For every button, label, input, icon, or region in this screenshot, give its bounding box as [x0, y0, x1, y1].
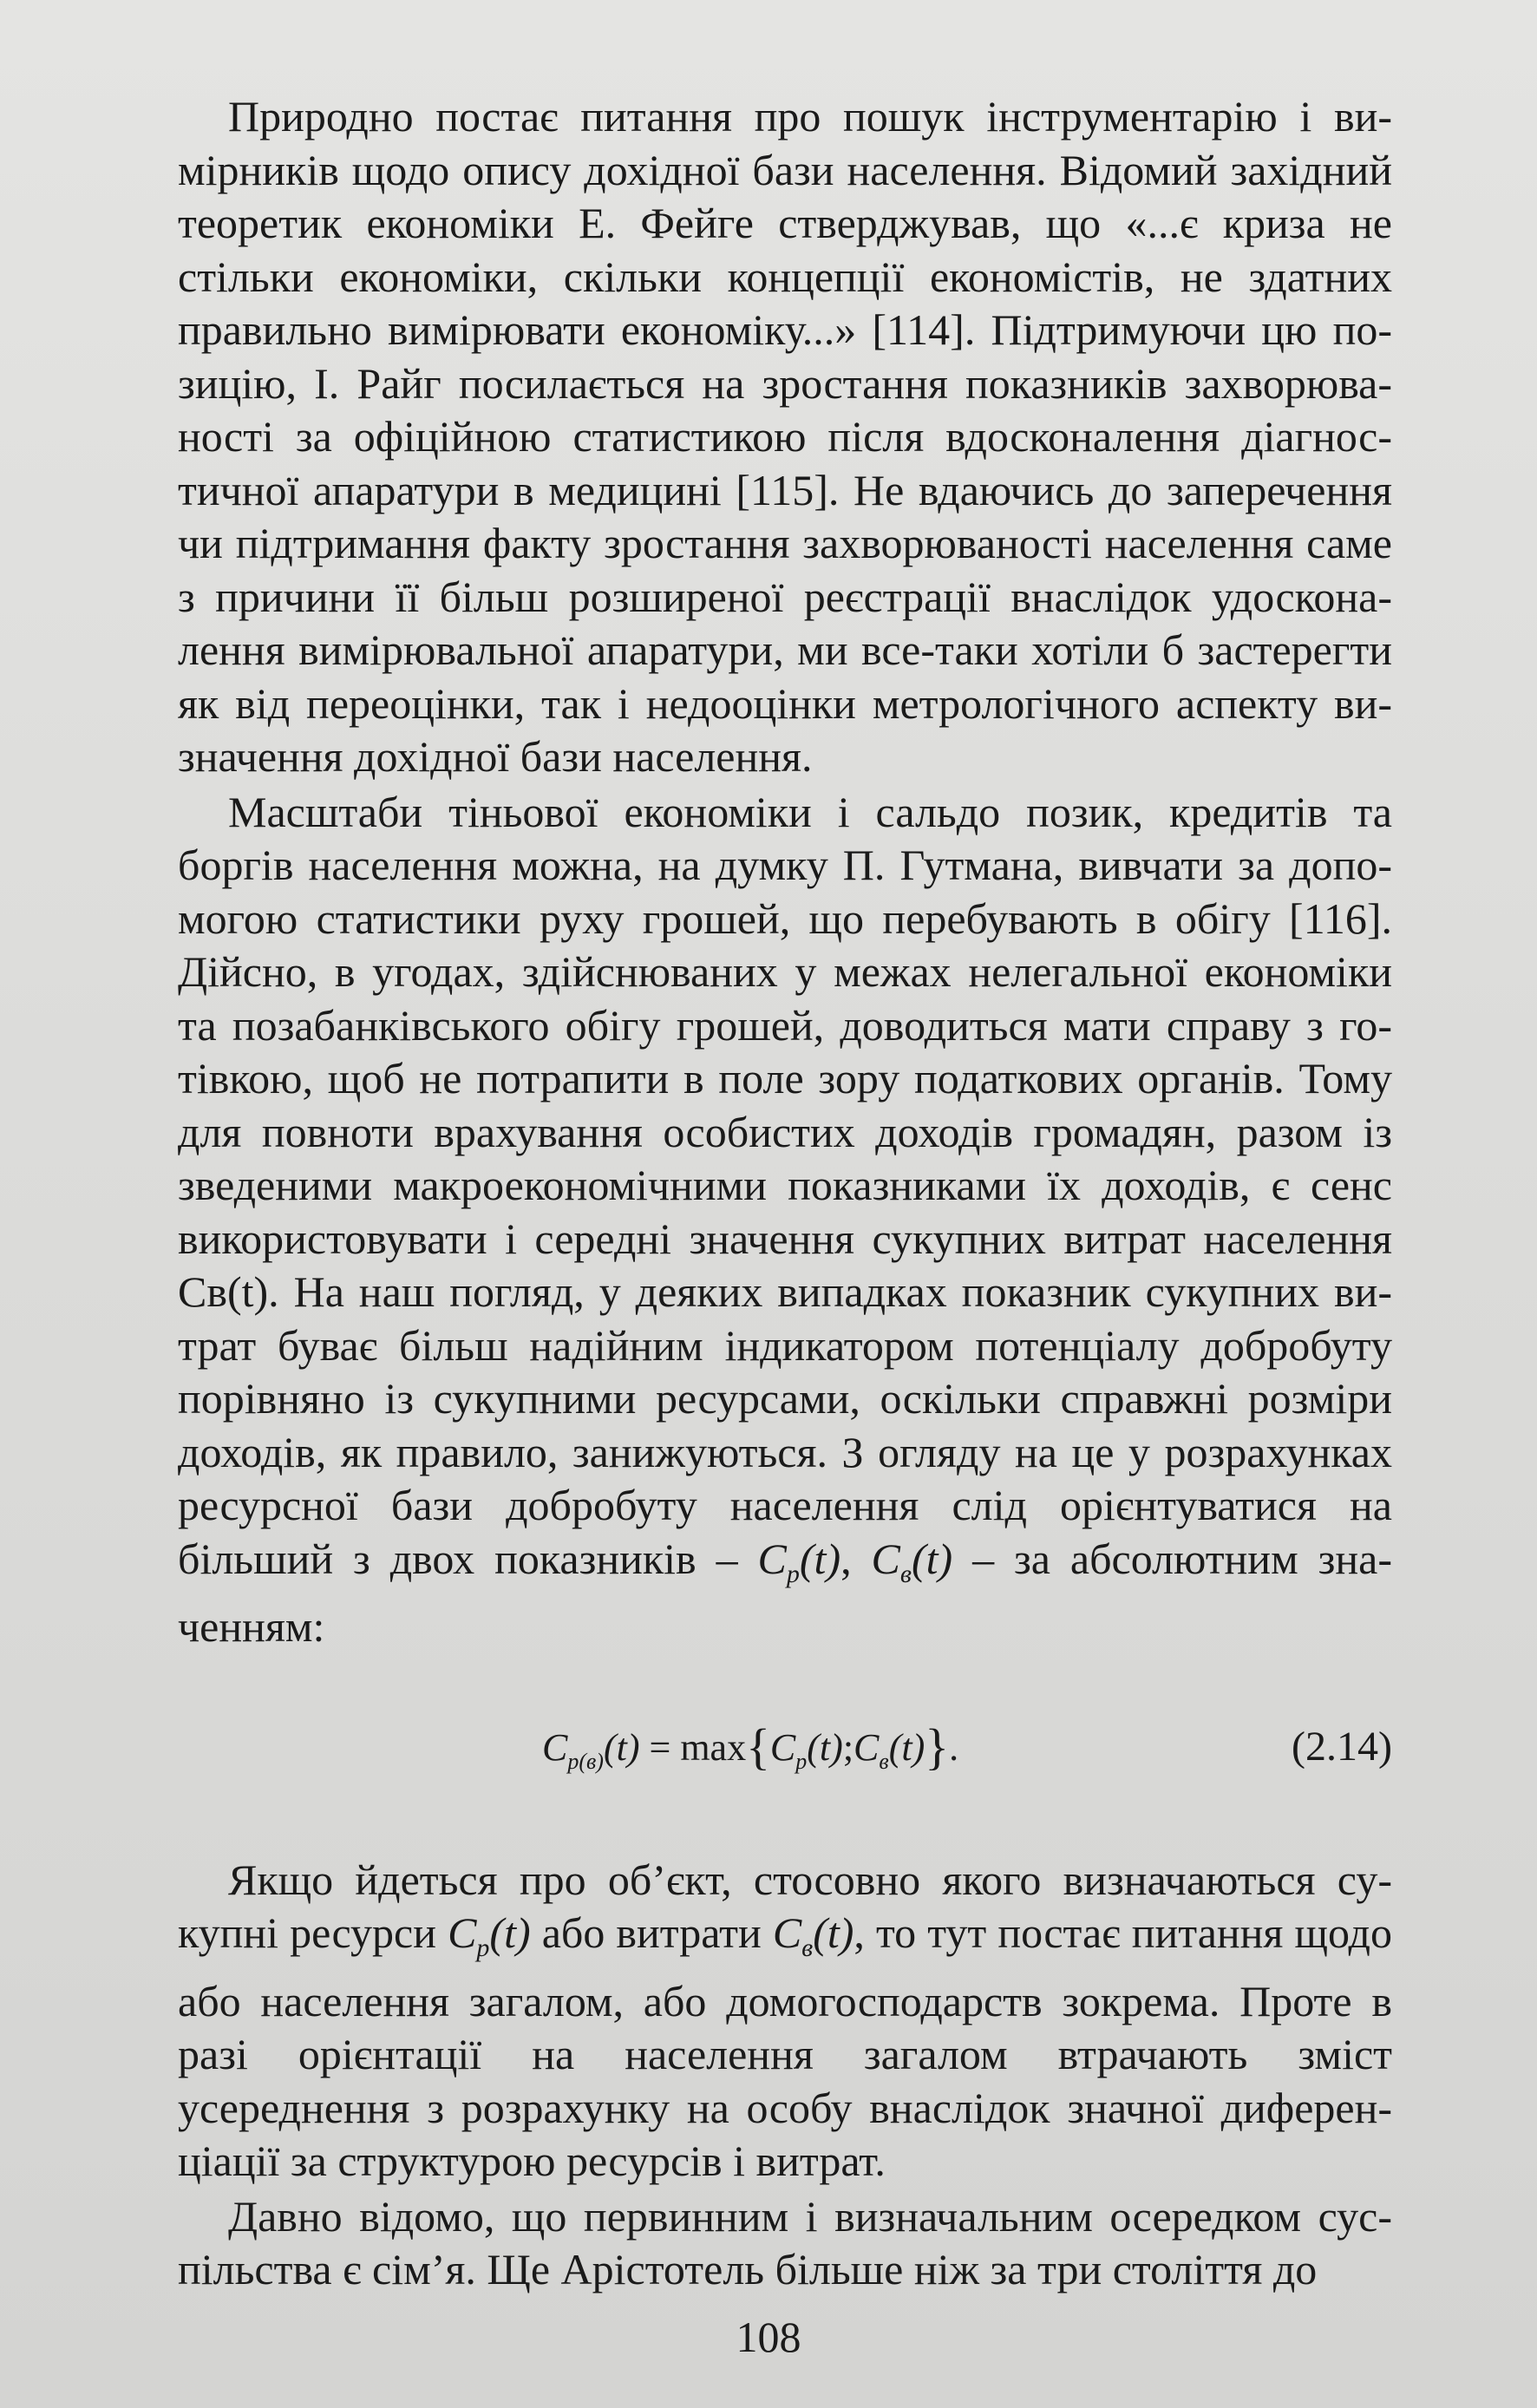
math-cv-t: $C_в(t)$: [871, 1534, 953, 1588]
paragraph-3: Якщо йдеться про об’єкт, стосовно якого визначаються сукупні ресурси $C_p(t)$ або витрати $C_в(t)$, то тут постає питання щодо або населення загалом, або домогосподарств зокрема. Проте в разі орієнтації на населення загалом втрачають зміст усереднення з розрахунку на особу внаслідок значної диференціації за структурою ресурсів і витрат.: [178, 1855, 1392, 2185]
equation-2-14: [178, 1696, 1392, 1800]
paragraph-1-text: Природно постає питання про пошук інструментарію і вимірників щодо опису дохідної бази населення. Відомий західний теоретик економіки Е. Фейге стверджував, що «...є криза не стільки економіки, скільки концепції економістів, не здатних правильно вимірювати економіку...» [114]. Підтримуючи цю позицію, І. Райг посилається на зростання показників захворюваності за офіційною статистикою після вдосконалення діагностичної апаратури в медицині [115]. Не вдаючись до заперечення чи підтримання факту зростання захворюваності населення саме з причини її більш розширеної реєстрації внаслідок удосконалення вимірювальної апаратури, ми все-таки хотіли б застерегти як від переоцінки, так і недооцінки метрологічного аспекту визначення дохідної бази населення.: [178, 92, 1392, 781]
body-text: [178, 90, 1392, 2297]
math-cp-t: $C_p(t)$: [757, 1534, 841, 1588]
math-cp-t-2: $C_p(t)$: [448, 1908, 531, 1962]
equation-number: (2.14): [1292, 1723, 1392, 1770]
paragraph-2-end: – за абсолютним значенням:: [178, 1534, 1393, 1651]
paragraph-2: Масштаби тіньової економіки і сальдо позик, кредитів та боргів населення можна, на думку П. Гутмана, вивчати за допомогою статистики руху грошей, що перебувають в обігу [116]. Дійсно, в угодах, здійснюваних у межах нелегальної економіки та позабанківського обігу грошей, доводиться мати справу з готівкою, щоб не потрапити в поле зору податкових органів. Тому для повноти врахування особистих доходів громадян, разом із зведеними макроекономічними показниками їх доходів, є сенс використовувати і середні значення сукупних витрат населення Св(t). На наш погляд, у деяких випадках показник сукупних витрат буває більш надійним індикатором потенціалу добробуту порівняно із сукупними ресурсами, оскільки справжні розміри доходів, як правило, занижуються. З огляду на це у розрахунках ресурсної бази добробуту населення слід орієнтуватися на більший з двох показників – $C_p(t)$, $C_в(t)$ – за абсолютним значенням:: [178, 787, 1393, 1651]
math-cv-t-2: $C_в(t)$: [772, 1908, 854, 1962]
formula: $C_{p(в)}(t)$ = $\max\{C_p(t);C_в(t)\}$.: [542, 1718, 959, 1775]
paragraph-4: [178, 2190, 1392, 2297]
page-number: 108: [736, 2313, 801, 2361]
paragraph-1: [178, 90, 1392, 784]
paragraph-4-text: Давно відомо, що первинним і визначальним осередком суспільства є сім’я. Ще Арістотель більше ніж за три століття до: [178, 2191, 1392, 2293]
paragraph-2-text: Масштаби тіньової економіки і сальдо позик, кредитів та боргів населення можна, на думку П. Гутмана, вивчати за допомогою статистики руху грошей, що перебувають в обігу [116]. Дійсно, в угодах, здійснюваних у межах нелегальної економіки та позабанківського обігу грошей, доводиться мати справу з готівкою, щоб не потрапити в поле зору податкових органів. Тому для повноти врахування особистих доходів громадян, разом із зведеними макроекономічними показниками їх доходів, є сенс використовувати і середні значення сукупних витрат населення Св(t). На наш погляд, у деяких випадках показник сукупних витрат буває більш надійним індикатором потенціалу добробуту порівняно із сукупними ресурсами, оскільки справжні розміри доходів, як правило, занижуються. З огляду на це у розрахунках ресурсної бази добробуту населення слід орієнтуватися на більший з двох показників –: [178, 787, 1392, 1583]
